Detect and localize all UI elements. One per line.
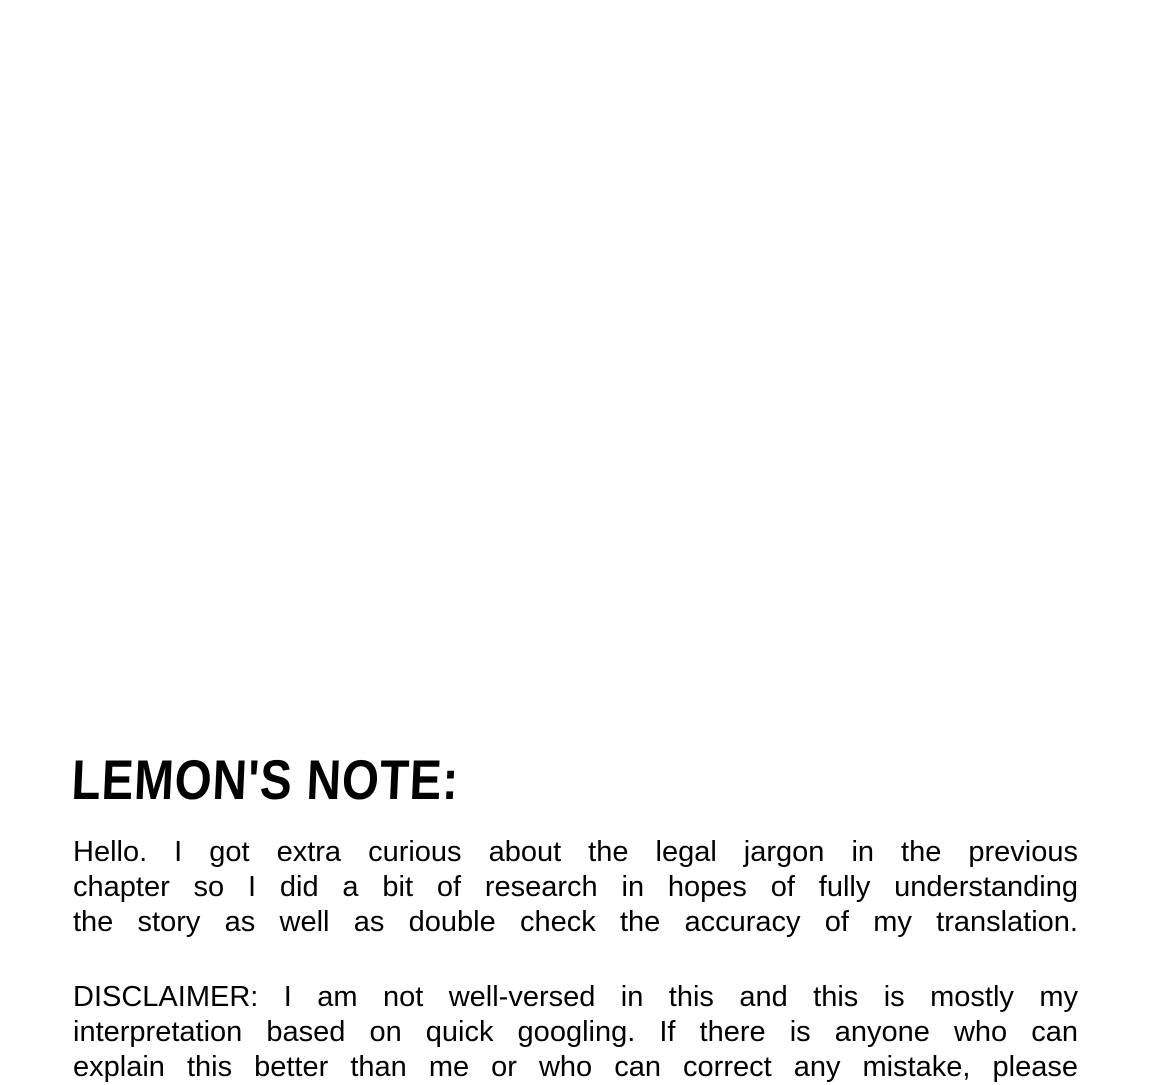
- note-paragraph-disclaimer: [73, 980, 1078, 1085]
- note-paragraph-intro: [73, 835, 1078, 940]
- note-line: interpretation based on quick googling. If there is anyone who can: [73, 1016, 1078, 1048]
- note-line: DISCLAIMER: I am not well-versed in this and this is mostly my: [73, 981, 1078, 1013]
- note-line: Hello. I got extra curious about the legal jargon in the previous: [73, 836, 1078, 868]
- note-line: explain this better than me or who can correct any mistake, please: [73, 1051, 1078, 1083]
- note-line: the story as well as double check the accuracy of my translation.: [73, 906, 1078, 938]
- note-heading: LEMON'S NOTE:: [70, 748, 461, 811]
- note-line: chapter so I did a bit of research in hopes of fully understanding: [73, 871, 1078, 903]
